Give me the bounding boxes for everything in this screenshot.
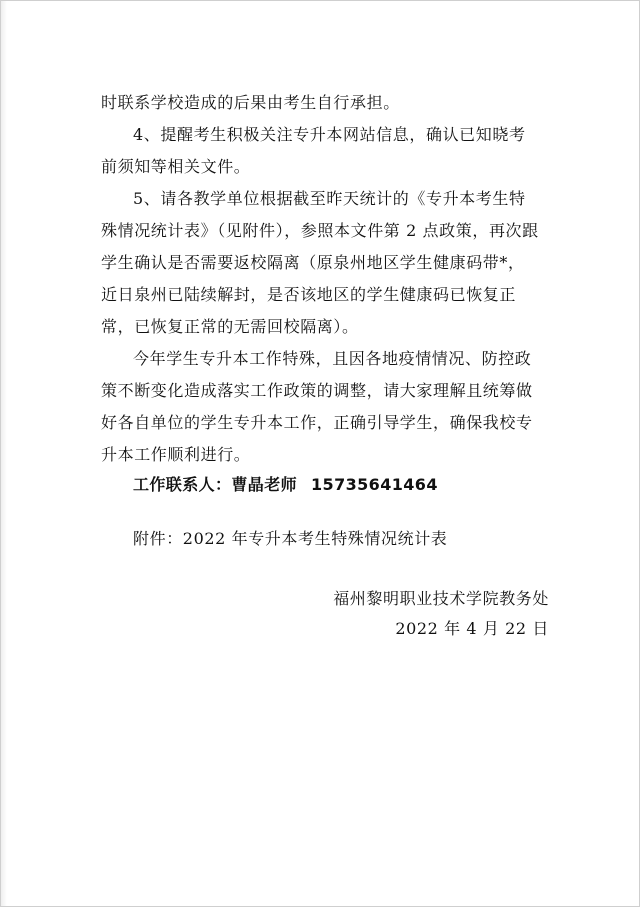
body-line-6: 学生确认是否需要返校隔离（原泉州地区学生健康码带*， <box>101 253 525 272</box>
body-line-4: 5、请各教学单位根据截至昨天统计的《专升本考生特 <box>133 189 526 208</box>
body-line-3: 前须知等相关文件。 <box>101 157 251 176</box>
contact-phone: 15735641464 <box>311 475 438 494</box>
signature-date: 2022 年 4 月 22 日 <box>395 619 549 638</box>
body-line-1: 时联系学校造成的后果由考生自行承担。 <box>101 93 400 112</box>
body-line-2: 4、提醒考生积极关注专升本网站信息，确认已知晓考 <box>133 125 526 144</box>
body-line-7: 近日泉州已陆续解封，是否该地区的学生健康码已恢复正 <box>101 285 517 304</box>
body-line-10: 策不断变化造成落实工作政策的调整，请大家理解且统筹做 <box>101 381 533 400</box>
contact-line <box>133 475 593 495</box>
contact-label: 工作联系人：曹晶老师 <box>133 475 298 494</box>
attachment-line: 附件：2022 年专升本考生特殊情况统计表 <box>133 529 448 548</box>
body-line-8: 常，已恢复正常的无需回校隔离）。 <box>101 317 359 336</box>
body-line-9: 今年学生专升本工作特殊，且因各地疫情情况、防控政 <box>133 349 532 368</box>
body-line-11: 好各自单位的学生专升本工作，正确引导学生，确保我校专 <box>101 413 533 432</box>
body-line-12: 升本工作顺利进行。 <box>101 445 251 464</box>
body-line-5: 殊情况统计表》（见附件），参照本文件第 2 点政策，再次跟 <box>101 221 539 240</box>
signature-org: 福州黎明职业技术学院教务处 <box>333 589 549 608</box>
page-edge-shadow <box>1 1 7 906</box>
